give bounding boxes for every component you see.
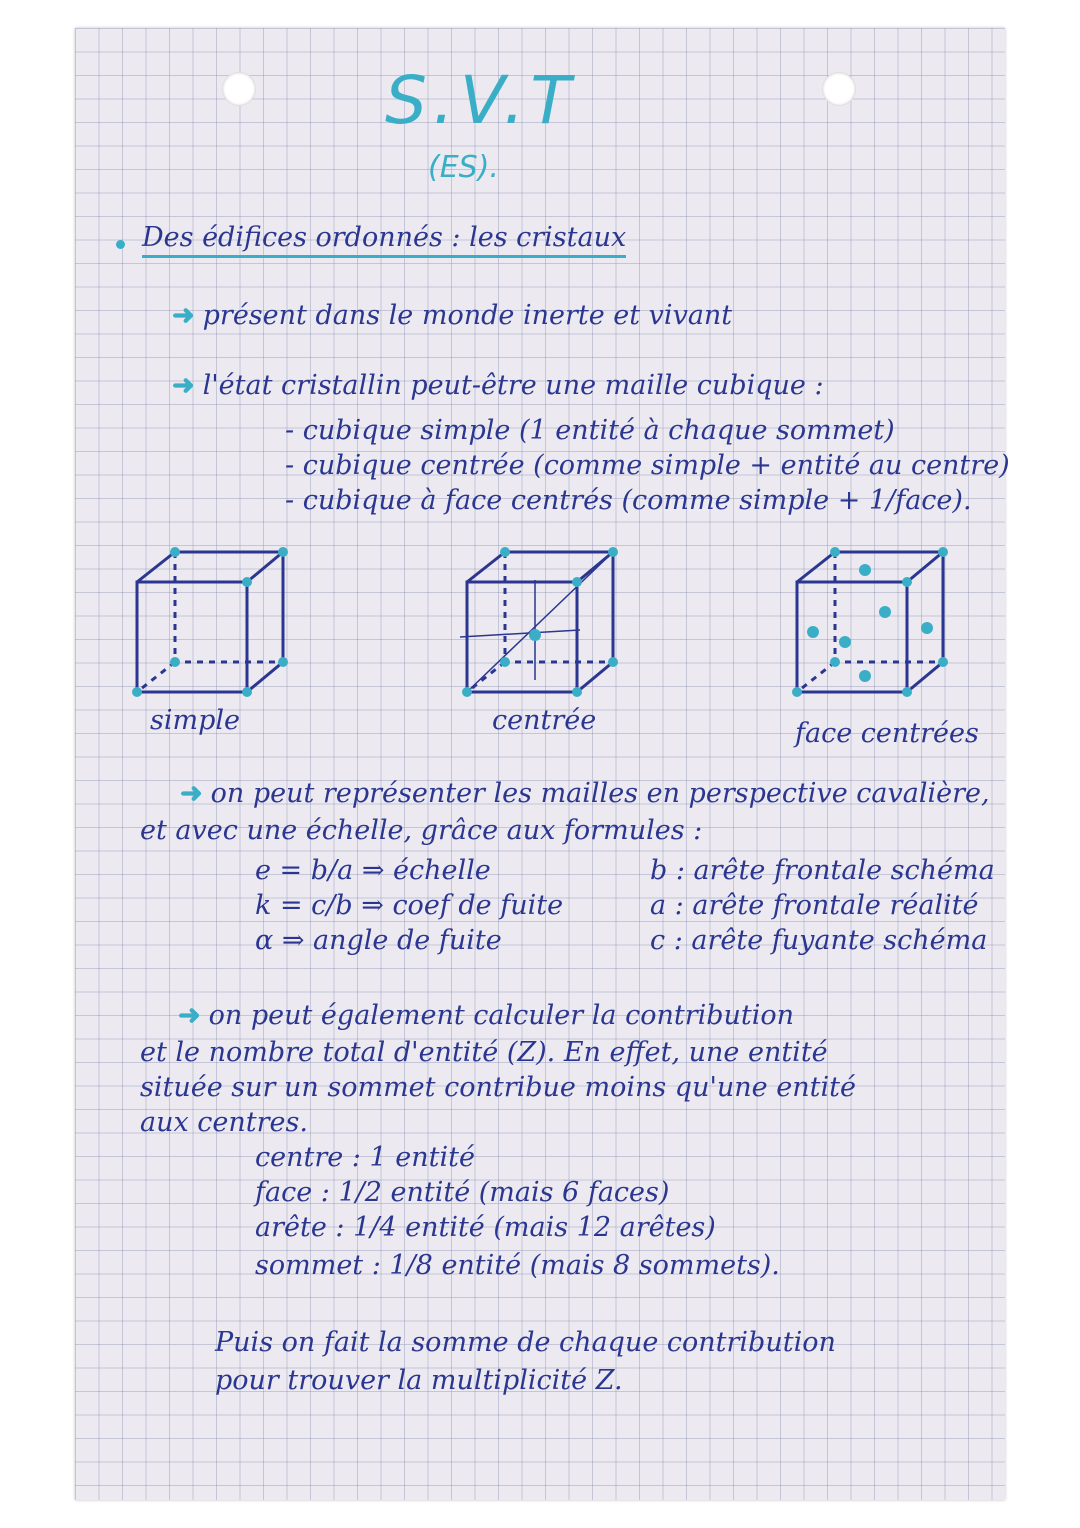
cube-centree-diagram (455, 540, 625, 710)
line-present (172, 300, 732, 331)
contribution-centre: centre : 1 entité (255, 1142, 475, 1173)
type-centree: - cubique centrée (comme simple + entité au centre) (285, 450, 1010, 481)
contribution-face: face : 1/2 entité (mais 6 faces) (255, 1177, 670, 1208)
contribution-sommet: sommet : 1/8 entité (mais 8 sommets). (255, 1250, 780, 1281)
formula-echelle: e = b/a ⇒ échelle (255, 855, 491, 886)
label-centree: centrée (492, 705, 597, 736)
contribution-arete: arête : 1/4 entité (mais 12 arêtes) (255, 1212, 716, 1243)
line-text: on peut représenter les mailles en perspective cavalière, (210, 778, 990, 809)
legend-a: a : arête frontale réalité (650, 890, 979, 921)
perspective-line-2: et avec une échelle, grâce aux formules : (140, 815, 703, 846)
label-face-centrees: face centrées (795, 718, 979, 749)
conclusion-line-1: Puis on fait la somme de chaque contribution (215, 1327, 836, 1358)
legend-c: c : arête fuyante schéma (650, 925, 988, 956)
type-simple: - cubique simple (1 entité à chaque sommet) (285, 415, 895, 446)
arrow-icon: ➜ (180, 778, 203, 809)
contribution-line-4: aux centres. (140, 1107, 308, 1138)
contribution-line-3: située sur un sommet contribue moins qu'une entité (140, 1072, 856, 1103)
bullet-icon (116, 240, 125, 249)
formula-coef: k = c/b ⇒ coef de fuite (255, 890, 564, 921)
cube-simple-diagram (125, 540, 295, 710)
arrow-icon: ➜ (172, 370, 195, 401)
arrow-icon: ➜ (178, 1000, 201, 1031)
punch-hole-left (222, 72, 256, 106)
line-text: présent dans le monde inerte et vivant (202, 300, 733, 331)
contribution-line-2: et le nombre total d'entité (Z). En effet, une entité (140, 1037, 828, 1068)
formula-angle: α ⇒ angle de fuite (255, 925, 502, 956)
page-title: S.V.T (385, 62, 577, 139)
contribution-line-1 (178, 1000, 794, 1031)
line-text: on peut également calculer la contribution (208, 1000, 795, 1031)
conclusion-line-2: pour trouver la multiplicité Z. (215, 1365, 623, 1396)
line-etat (172, 370, 824, 401)
label-simple: simple (150, 705, 240, 736)
punch-hole-right (822, 72, 856, 106)
cube-face-centree-diagram (785, 540, 955, 710)
section-heading: Des édifices ordonnés : les cristaux (142, 222, 626, 258)
arrow-icon: ➜ (172, 300, 195, 331)
type-face: - cubique à face centrés (comme simple + 1/face). (285, 485, 972, 516)
perspective-line-1 (180, 778, 990, 809)
legend-b: b : arête frontale schéma (650, 855, 995, 886)
page-subtitle: (ES). (428, 150, 499, 185)
line-text: l'état cristallin peut-être une maille cubique : (202, 370, 824, 401)
